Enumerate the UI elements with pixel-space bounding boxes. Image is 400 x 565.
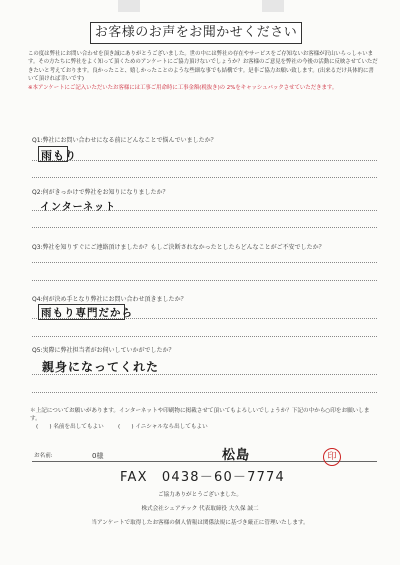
question-4: Q4:何が決め手となり弊社にお問い合わせ頂きましたか？ bbox=[32, 296, 187, 303]
name-suffix: 0様 bbox=[92, 452, 104, 460]
answer-line bbox=[32, 262, 377, 263]
question-1: Q1:弊社にお問い合わせになる前にどんなことで悩んでいましたか？ bbox=[32, 137, 217, 144]
answer-line bbox=[32, 177, 377, 178]
question-5: Q5:実際に弊社担当者がお伺いしていかがでしたか？ bbox=[32, 347, 175, 354]
company-info: 株式会社シェアテック 代表取締役 大久保 誠二 bbox=[141, 506, 259, 512]
answer-line bbox=[32, 227, 377, 228]
intro-text bbox=[28, 50, 378, 92]
tape-left bbox=[118, 0, 140, 12]
question-3: Q3:弊社を知りすぐにご連絡頂けましたか？もしご決断されなかったとしたらどんなことがご不安でしたか？ bbox=[32, 244, 325, 251]
survey-title: お客様のお声をお聞かせください bbox=[90, 22, 302, 44]
tape-right bbox=[262, 0, 284, 12]
answer-5-handwriting: 親身になってくれた bbox=[42, 360, 160, 374]
answer-1-handwriting: 雨もり bbox=[41, 149, 77, 162]
answer-line bbox=[32, 280, 377, 281]
consent-question: ＊上記についてお願いがあります。インターネットや印刷物に掲載させて頂いてもよろしいでしょうか？下記の中から○印をお願いします。 bbox=[30, 408, 370, 422]
seal-stamp: 印 bbox=[323, 448, 341, 466]
cashback-note: ※本アンケートにご記入いただいたお客様には工事ご用命時に工事金額(税抜き)の 2%をキャッシュバックさせていただきます。 bbox=[28, 84, 338, 91]
answer-line bbox=[32, 336, 377, 337]
option-initial-ok[interactable]: ( ) イニシャルなら出してもよい bbox=[118, 424, 208, 430]
privacy-notice: 当アンケートで取得したお客様の個人情報は関係法規に基づき厳正に管理いたします。 bbox=[91, 520, 309, 526]
thanks-text: ご協力ありがとうございました。 bbox=[158, 492, 242, 498]
answer-2-handwriting: インターネット bbox=[40, 202, 117, 213]
question-2: Q2:何がきっかけで弊社をお知りになりましたか？ bbox=[32, 189, 169, 196]
answer-line bbox=[32, 392, 377, 393]
name-label: お名前: bbox=[34, 453, 53, 459]
answer-4-handwriting: 雨もり専門だから bbox=[41, 307, 133, 319]
fax-number: FAX 0438－60－7774 bbox=[120, 470, 285, 485]
answer-line bbox=[32, 160, 377, 161]
intro-paragraph: この度は弊社にお問い合わせを頂き誠にありがとうございました。世の中には弊社の存在やサービスをご存知ないお客様が沢山いらっしゃいます。その方たちに弊社をよく知って頂くためのアンケートにご協力頂けないでしょうか？お客様のご意見を弊社の今後の活動に反映させていただきたいと考えております。良かったこと、嬉しかったことのような些細な事でも結構です。是非ご協力お願い致します。(出来るだけ具体的に書いて頂ければ幸いです) bbox=[28, 51, 378, 83]
customer-name-handwriting: 松島 bbox=[222, 448, 251, 463]
option-name-ok[interactable]: ( ) 名前を出してもよい bbox=[36, 424, 104, 430]
